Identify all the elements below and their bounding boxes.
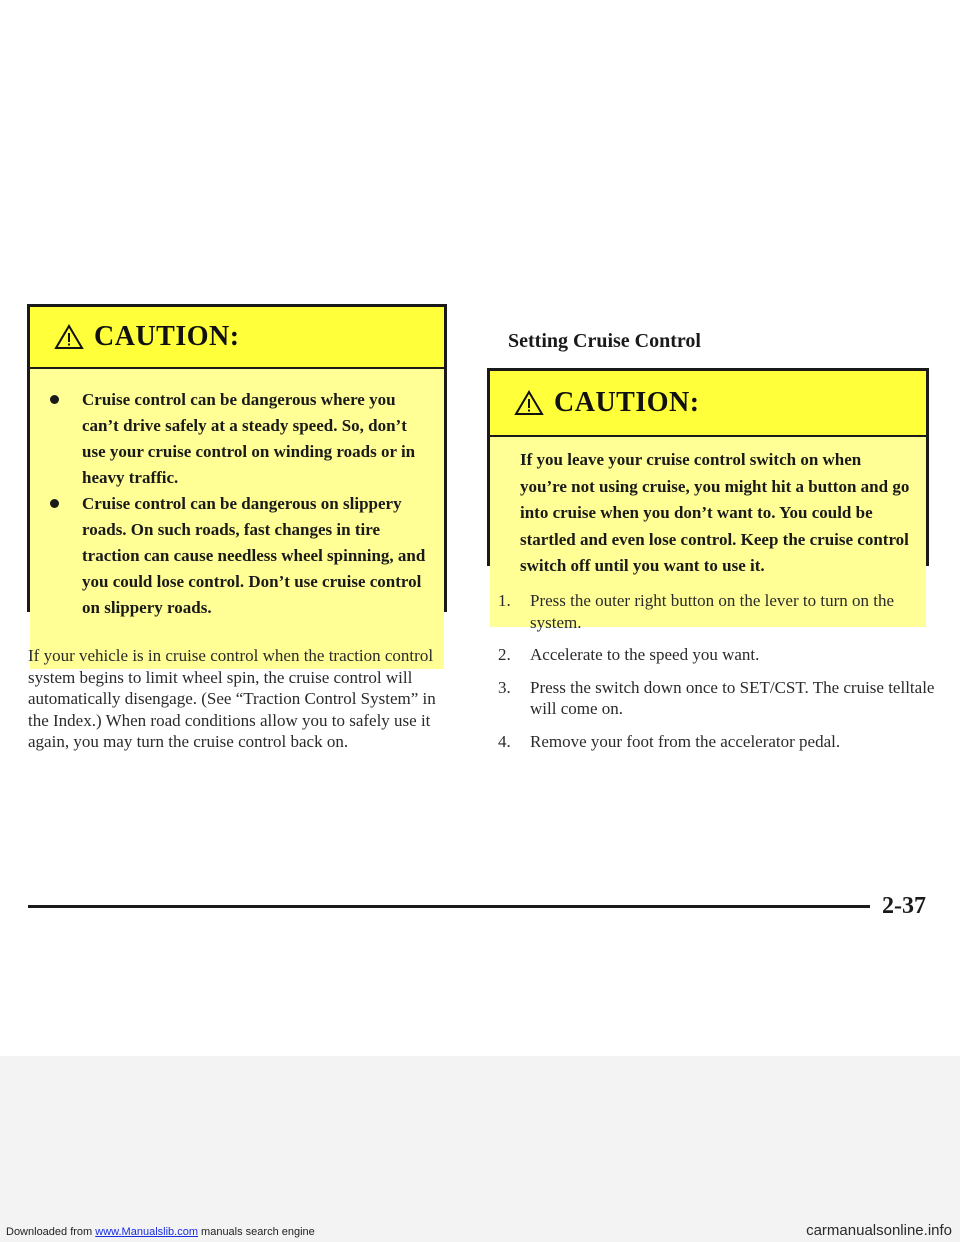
watermark-text: carmanualsonline.info: [806, 1222, 952, 1239]
step-text: Press the outer right button on the lever to turn on the system.: [530, 591, 895, 632]
footer-rule: [28, 905, 870, 908]
caution-text: If you leave your cruise control switch on when you’re not using cruise, you might hit a button and go into cruise when you don’t want to. You could be startled and even lose control. Keep the cruise control switch off until you want to use it.: [520, 450, 910, 575]
step-text: Accelerate to the speed you want.: [530, 645, 760, 664]
traction-control-paragraph: If your vehicle is in cruise control when the traction control system begins to limit wheel spin, the cruise control will automatically disengage. (See “Traction Control System” in the Index.) When road conditions allow you to safely use it again, you may turn the cruise control back on.: [28, 646, 436, 751]
manualslib-link[interactable]: www.Manualslib.com: [95, 1226, 198, 1238]
caution-bullet-2: Cruise control can be dangerous on slippery roads. On such roads, fast changes in tire traction can cause needless wheel spinning, and you could lose control. Don’t use cruise control on slippery roads.: [50, 491, 428, 621]
caution-box-right: [487, 368, 929, 575]
step-item: [498, 677, 938, 720]
page-number: 2-37: [882, 893, 926, 919]
caution-bullet-list: [50, 387, 428, 621]
step-number: 3.: [498, 677, 511, 697]
section-heading: Setting Cruise Control: [508, 330, 701, 352]
step-text: Press the switch down once to SET/CST. The cruise telltale will come on.: [530, 677, 935, 718]
warning-triangle-icon: [514, 390, 544, 416]
step-item: [498, 590, 938, 633]
caution-bullet-1: Cruise control can be dangerous where you can’t drive safely at a steady speed. So, don’t use your cruise control on winding roads or in heavy traffic.: [50, 387, 428, 491]
caution-title: CAUTION:: [554, 387, 700, 418]
caution-body: [30, 367, 444, 669]
footer-suffix: manuals search engine: [197, 1226, 315, 1238]
caution-box-left: [27, 304, 447, 617]
caution-title: CAUTION:: [94, 321, 240, 352]
step-item: [498, 731, 938, 753]
footer-prefix: Downloaded from: [6, 1226, 96, 1238]
download-footer: [6, 1226, 315, 1238]
caution-header: [490, 371, 926, 435]
step-number: 2.: [498, 645, 511, 664]
step-text: Remove your foot from the accelerator pedal.: [530, 731, 841, 751]
step-item: [498, 644, 938, 666]
steps-list: [498, 590, 938, 763]
warning-triangle-icon: [54, 324, 84, 350]
step-number: 1.: [498, 591, 511, 610]
caution-header: [30, 307, 444, 367]
step-number: 4.: [498, 731, 511, 751]
